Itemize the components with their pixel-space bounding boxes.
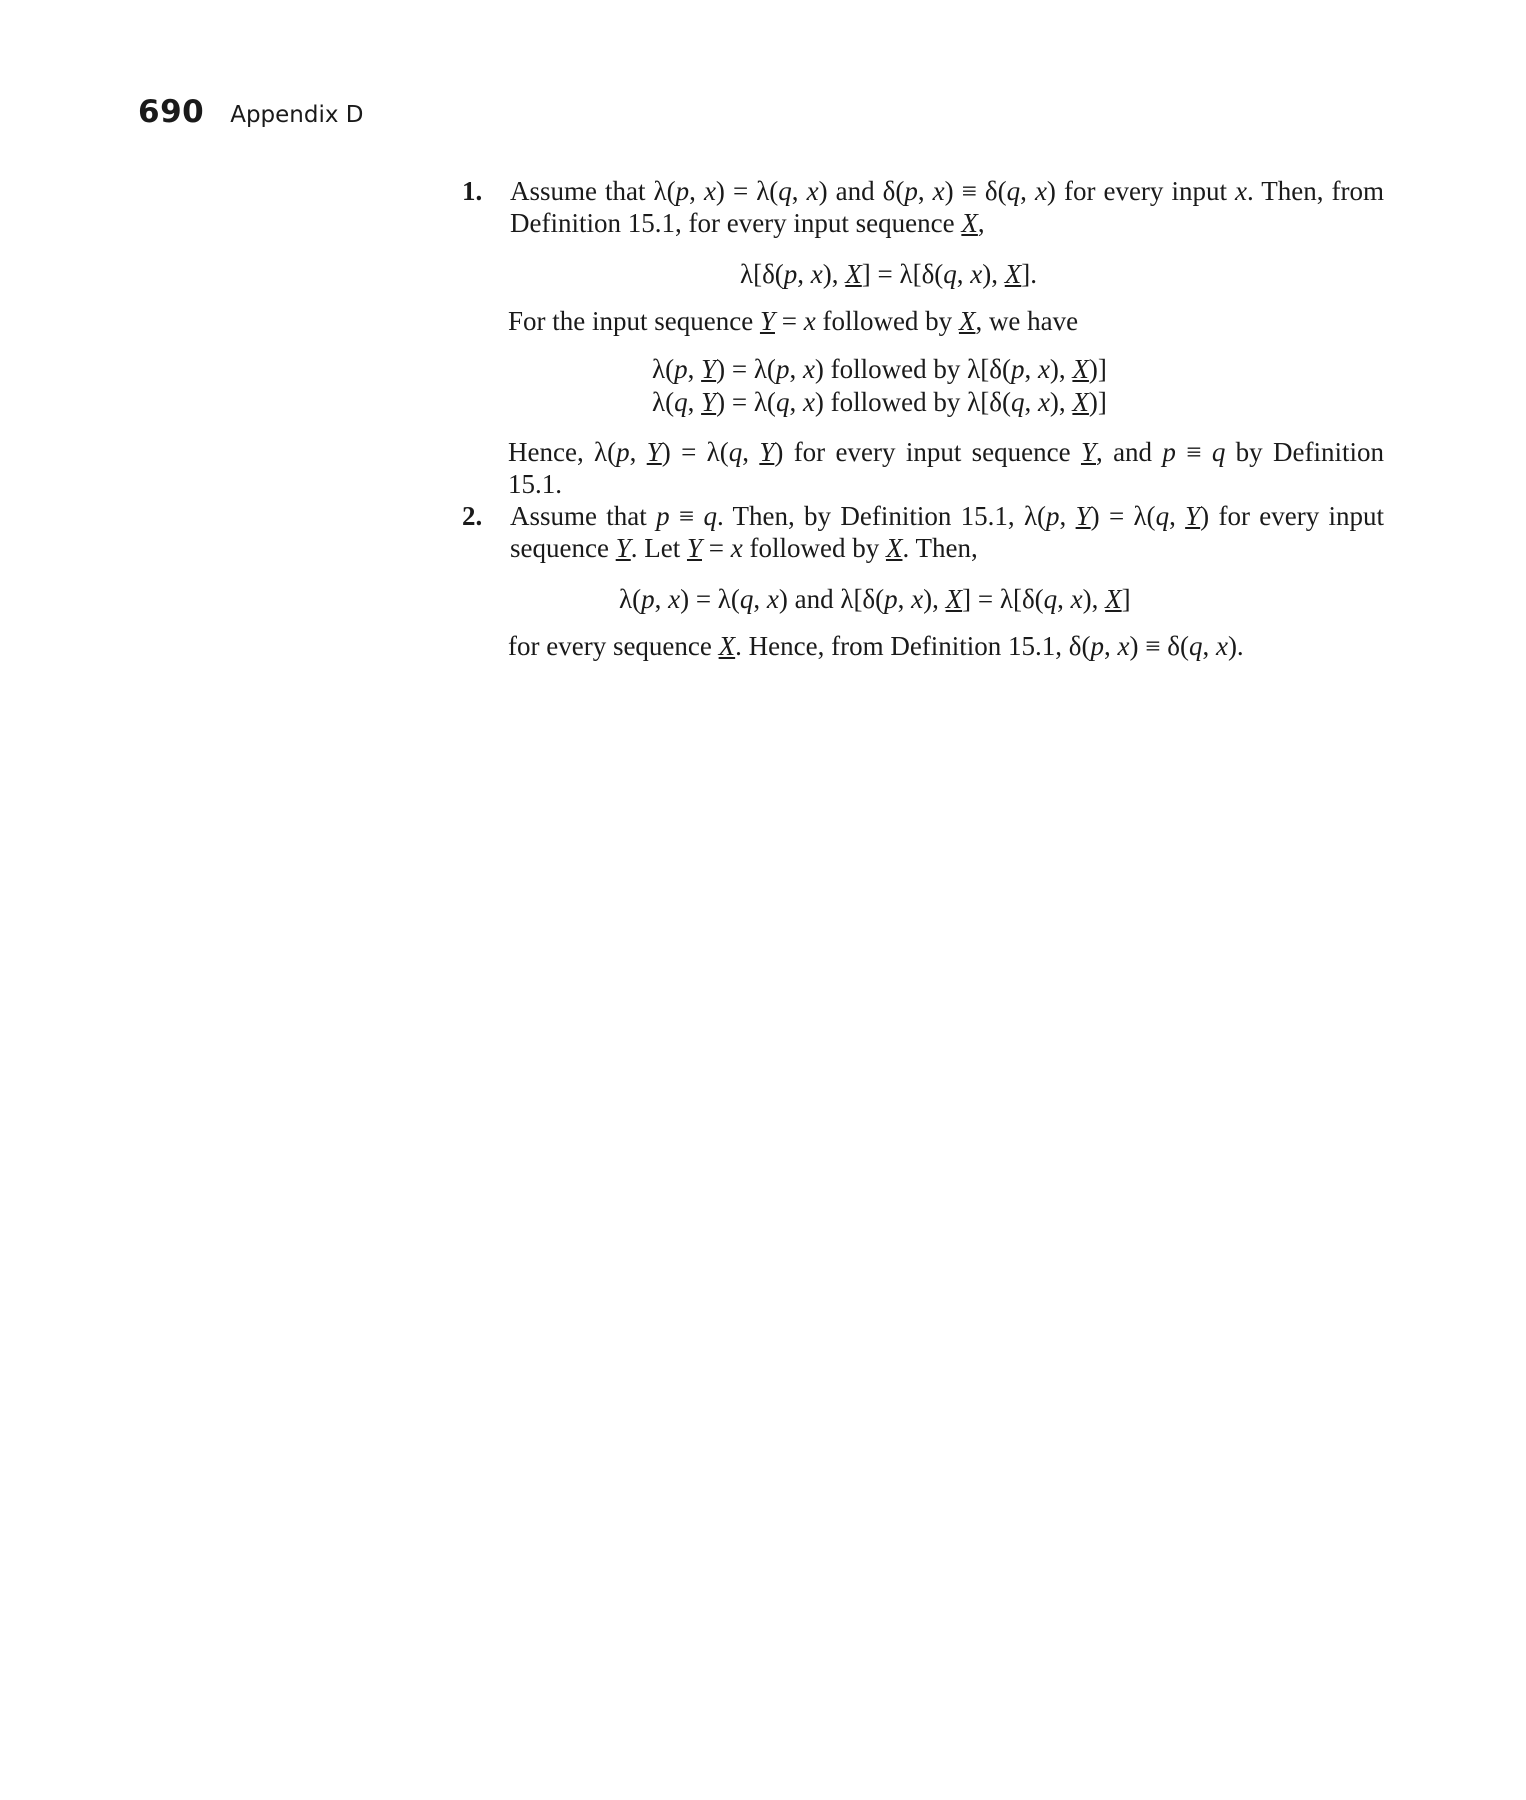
equation-block-2 (652, 353, 1107, 419)
equation-3: λ(p, x) = λ(q, x) and λ[δ(p, x), X] = λ[δ(q, x), X] (619, 584, 1131, 614)
list-item-1 (462, 175, 1384, 239)
item-number: 1. (462, 176, 483, 206)
page-number: 690 (138, 94, 205, 130)
paragraph-5: for every sequence X. Hence, from Definition 15.1, δ(p, x) ≡ δ(q, x). (508, 631, 1244, 661)
item-number: 2. (462, 501, 483, 531)
paragraph-4: Assume that p ≡ q. Then, by Definition 15.1, λ(p, Y) = λ(q, Y) for every input sequence Y. Let Y = x followed by X. Then, (510, 501, 1385, 563)
list-item-2 (462, 500, 1384, 564)
equation-2b: λ(q, Y) = λ(q, x) followed by λ[δ(q, x), X)] (652, 387, 1107, 417)
equation-2a: λ(p, Y) = λ(p, x) followed by λ[δ(p, x), X)] (652, 354, 1107, 384)
paragraph-2: For the input sequence Y = x followed by X, we have (508, 306, 1079, 336)
running-head (138, 94, 364, 130)
equation-1: λ[δ(p, x), X] = λ[δ(q, x), X]. (740, 259, 1038, 289)
section-title: Appendix D (230, 102, 364, 128)
paragraph-1: Assume that λ(p, x) = λ(q, x) and δ(p, x) ≡ δ(q, x) for every input x. Then, from Definition 15.1, for every input sequence X, (510, 176, 1385, 238)
paragraph-3: Hence, λ(p, Y) = λ(q, Y) for every input sequence Y, and p ≡ q by Definition 15.1. (508, 437, 1384, 499)
